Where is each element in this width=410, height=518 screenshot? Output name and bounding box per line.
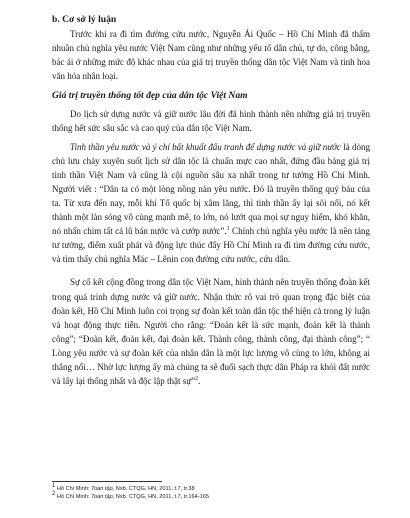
footnote-prefix: Hồ Chí Minh: — [55, 494, 92, 500]
footnote-divider — [52, 481, 162, 482]
italic-lead-phrase: Tinh thần yêu nước và ý chí bất khuất đấu tranh để dựng nước và giữ nước — [70, 141, 341, 152]
footnote-1 — [52, 485, 370, 493]
paragraph-text: Sự cố kết cộng đồng trong dân tộc Việt Nam, hình thành nên truyền thống đoàn kết trong quá trình dựng nước và giữ nước. Nhận thức rõ vai trò quan trọng đặc biệt của đoàn kết, Hồ Chí Minh luôn coi trọng sự đoàn kết toàn dân tộc thể hiện cả trong lý luận và hoạt động thực tiễn. Người cho rằng: “Đoàn kết là sức mạnh, đoàn kết là thành công”; “Đoàn kết, đoàn kết, đại đoàn kết. Thành công, thành công, đại thành công”; “ Lòng yêu nước và sự đoàn kết của nhân dân là một lực lượng vô cùng to lớn, không ai thắng nổi… Nhờ lực lượng ấy mà chúng ta sẽ đuổi sạch thực dân Pháp ra khỏi đất nước và lấy lại thống nhất và độc lập thật sự” — [52, 277, 370, 387]
paragraph-patriotism — [52, 140, 370, 267]
footnote-2 — [52, 493, 370, 501]
paragraph-solidarity — [52, 275, 370, 388]
paragraph-history: Do lịch sử dựng nước và giữ nước lâu đời đã hình thành nên những giá trị truyền thống hết sức sâu sắc và cao quý của dân tộc Việt Nam. — [52, 109, 370, 134]
paragraph-text: là dòng chủ lưu chảy xuyên suốt lịch sử dân tộc là chuẩn mực cao nhất, đứng đầu bảng giá trị tinh thần Việt Nam và cũng là cội nguồn sâu xa nhất trong tư tưởng Hồ Chí Minh. Người viết : “Dân ta có một lòng nồng nàn yêu nước. Đó là truyền thống quý báu của ta. Từ xưa đến nay, mỗi khi Tổ quốc bị xâm lăng, thì tinh thần ấy lại sôi nổi, nó kết thành một làn sóng vô cùng mạnh mẽ, to lớn, nó lướt qua mọi sự nguy hiểm, khó khăn, nó nhấn chìm tất cả lũ bán nước và cướp nước”. — [52, 141, 370, 237]
footnote-number: 2 — [52, 491, 56, 498]
footnote-title: Toàn tập — [91, 486, 113, 492]
subsection-heading: Giá trị truyền thống tốt đẹp của dân tộc Việt Nam — [52, 90, 248, 102]
section-heading: b. Cơ sở lý luận — [52, 14, 117, 25]
intro-paragraph: Trước khi ra đi tìm đường cứu nước, Nguyễn Ái Quốc – Hồ Chí Minh đã thấm nhuần chủ nghĩa yêu nước Việt Nam cũng như những yếu tố dân chủ, tự do, công bằng, bác ái ở những mức độ khác nhau của giá trị truyền thống dân tộc Việt Nam và tinh hoa văn hóa nhân loại. — [52, 29, 370, 82]
footnote-number: 1 — [52, 483, 56, 490]
paragraph-text-continued: Chính chủ nghĩa yêu nước là nền tảng tư tưởng, điểm xuất phát và động lực thúc đẩy Hồ Chí Minh ra đi tìm đường cứu nước, và tìm thấy chủ nghĩa Mác – Lênin con đường cứu nước, cứu dân. — [52, 226, 370, 265]
footnote-title: Toàn tập — [91, 494, 113, 500]
paragraph-tail: . — [198, 376, 201, 387]
footnote-prefix: Hồ Chí Minh: — [55, 486, 92, 492]
footnote-citation: , Nxb. CTQG, HN, 2011, t.7, tr.164-165 — [112, 494, 209, 500]
footnote-reference-1[interactable]: 1 — [226, 226, 230, 233]
footnote-citation: , Nxb. CTQG, HN, 2011, t.7, tr.38 — [112, 486, 195, 492]
footnote-reference-2[interactable]: 2 — [195, 376, 199, 383]
footnotes-section — [52, 481, 370, 501]
